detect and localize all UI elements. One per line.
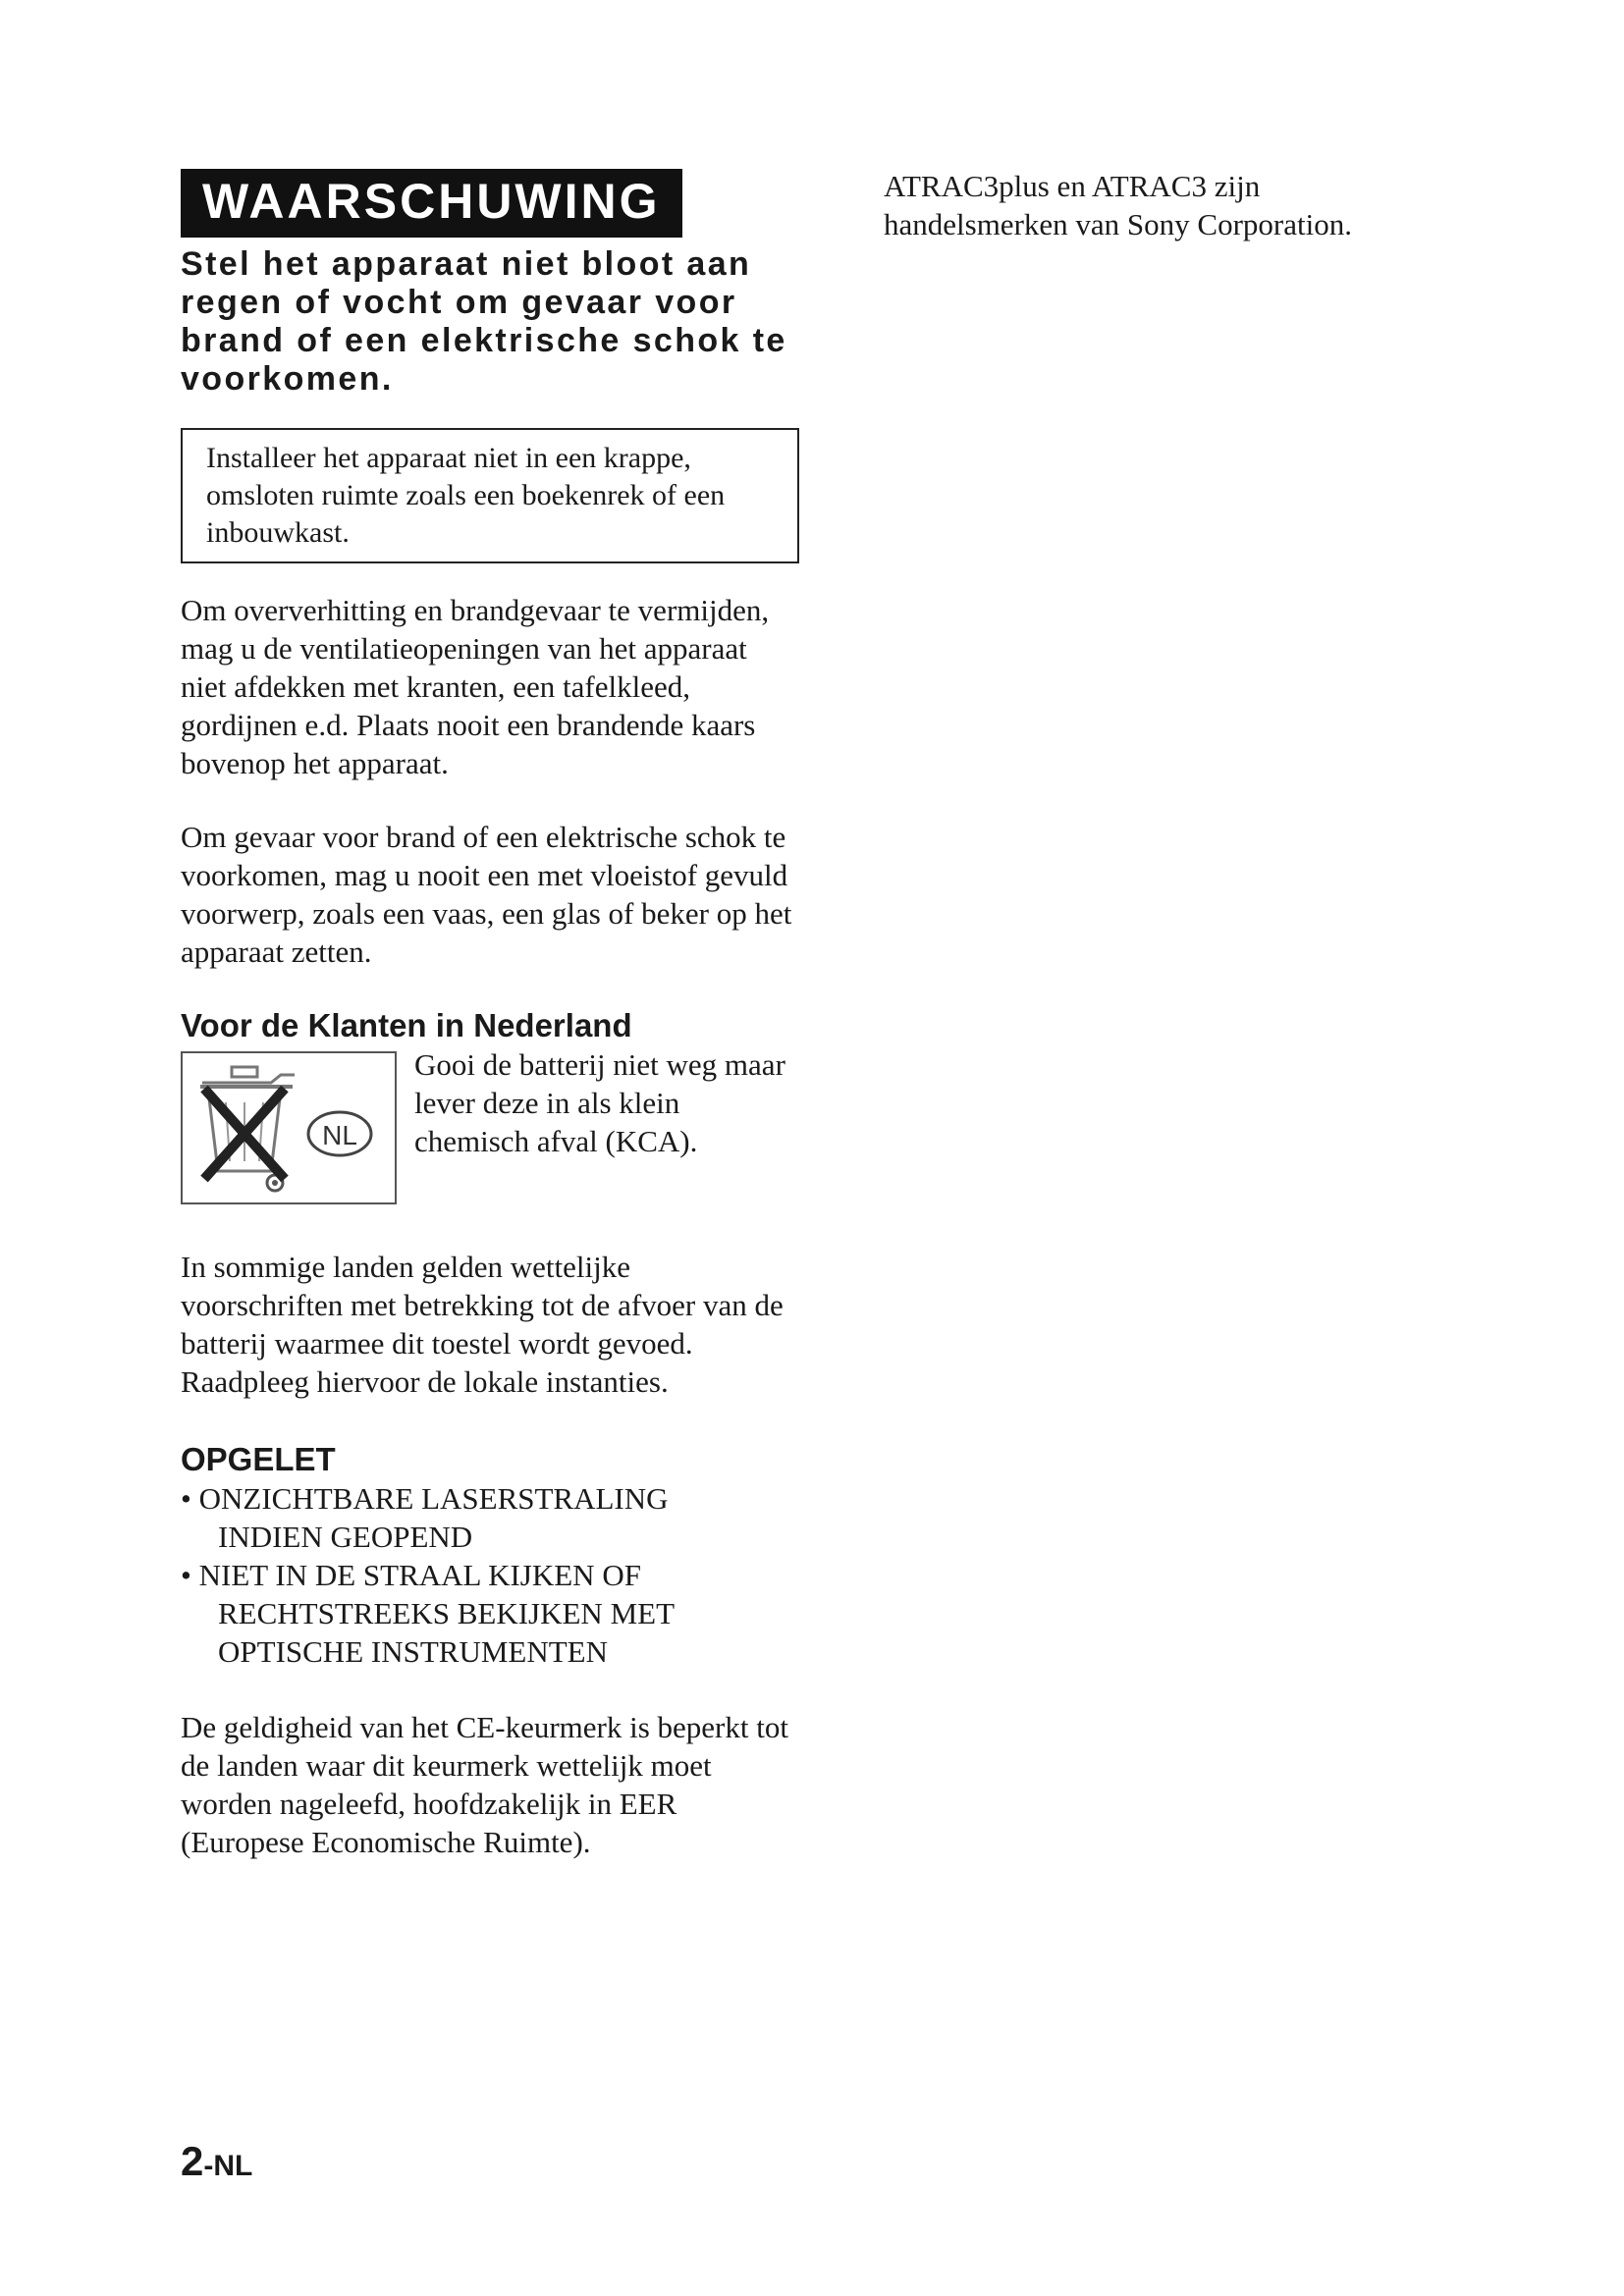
list-item xyxy=(181,1556,799,1671)
warning-subheading: Stel het apparaat niet bloot aan regen of vocht om gevaar voor brand of een elektrische schok te voorkomen. xyxy=(181,245,787,398)
page-number xyxy=(181,2138,252,2185)
regulations-paragraph: In sommige landen gelden wettelijke voorschriften met betrekking tot de afvoer van de batterij waarmee dit toestel wordt gevoed. Raadpleeg hiervoor de lokale instanties. xyxy=(181,1250,784,1399)
right-column xyxy=(884,167,1434,243)
caution-item-line: OPTISCHE INSTRUMENTEN xyxy=(218,1634,608,1669)
page-number-value: 2 xyxy=(181,2138,204,2184)
ce-mark-paragraph: De geldigheid van het CE-keurmerk is beperkt tot de landen waar dit keurmerk wettelijk moet worden nageleefd, hoofdzakelijk in EER (Europese Economische Ruimte). xyxy=(181,1710,788,1859)
caution-item-line: RECHTSTREEKS BEKIJKEN MET xyxy=(218,1596,675,1630)
boxed-notice xyxy=(181,428,799,563)
netherlands-heading: Voor de Klanten in Nederland xyxy=(181,1007,632,1043)
battery-disposal-text: Gooi de batterij niet weg maar lever deze in als klein chemisch afval (KCA). xyxy=(414,1047,785,1158)
warning-banner: WAARSCHUWING xyxy=(181,169,682,238)
caution-item-line: NIET IN DE STRAAL KIJKEN OF xyxy=(198,1558,641,1592)
bullet-marker: • xyxy=(181,1558,191,1592)
trademark-paragraph: ATRAC3plus en ATRAC3 zijn handelsmerken van Sony Corporation. xyxy=(884,169,1352,241)
caution-heading: OPGELET xyxy=(181,1441,336,1477)
boxed-notice-text: Installeer het apparaat niet in een krappe, omsloten ruimte zoals een boekenrek of een inbouwkast. xyxy=(206,442,726,549)
ventilation-paragraph: Om oververhitting en brandgevaar te vermijden, mag u de ventilatieopeningen van het apparaat niet afdekken met kranten, een tafelkleed, gordijnen e.d. Plaats nooit een brandende kaars bovenop het apparaat. xyxy=(181,593,770,780)
caution-item-line: INDIEN GEOPEND xyxy=(218,1520,473,1554)
caution-item-line: ONZICHTBARE LASERSTRALING xyxy=(198,1481,669,1516)
page-number-suffix: -NL xyxy=(203,2150,253,2182)
left-column xyxy=(181,169,799,1861)
crossed-out-bin-icon xyxy=(181,1051,397,1204)
nl-oval-label: NL xyxy=(322,1120,357,1150)
battery-disposal-block xyxy=(181,1045,799,1204)
list-item xyxy=(181,1479,799,1556)
caution-list xyxy=(181,1479,799,1671)
liquids-paragraph: Om gevaar voor brand of een elektrische schok te voorkomen, mag u nooit een met vloeistof gevuld voorwerp, zoals een vaas, een glas of beker op het apparaat zetten. xyxy=(181,820,792,969)
bullet-marker: • xyxy=(181,1481,191,1516)
